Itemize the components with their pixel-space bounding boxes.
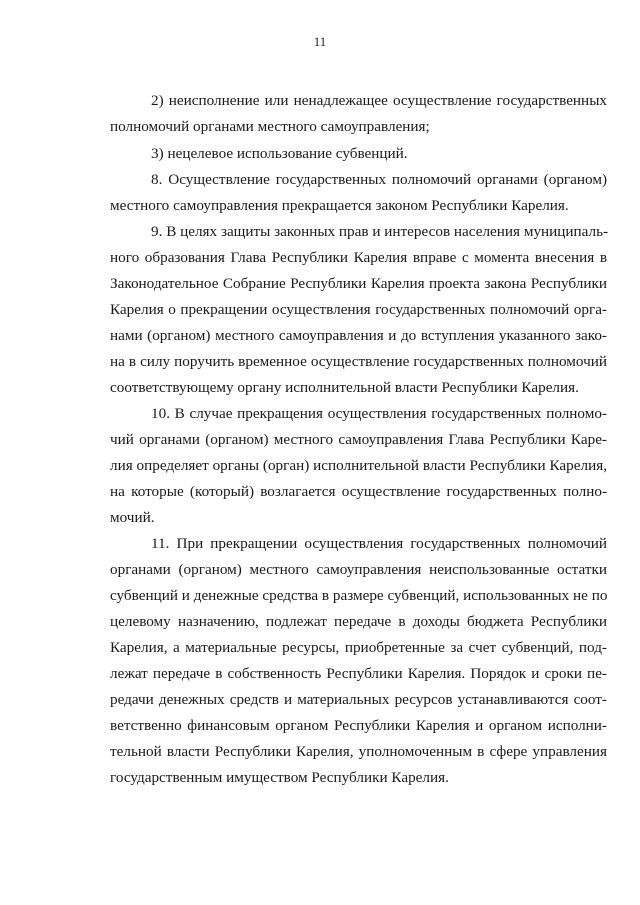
paragraph-11-line: органами (органом) местного самоуправления неиспользованные остатки — [110, 561, 607, 578]
paragraph-9-line: 9. В целях защиты законных прав и интересов населения муниципаль- — [151, 223, 609, 240]
paragraph-9-line: Законодательное Собрание Республики Карелия проекта закона Республики — [110, 275, 607, 292]
text-line: 3) нецелевое использование субвенций. — [151, 145, 408, 162]
paragraph-9-line: нами (органом) местного самоуправления и до вступления указанного зако- — [110, 327, 607, 344]
paragraph-8-line: местного самоуправления прекращается законом Республики Карелия. — [110, 197, 569, 214]
paragraph-10-line: на которые (который) возлагается осуществление государственных полно- — [110, 483, 607, 500]
paragraph-9-line: Карелия о прекращении осуществления государственных полномочий орга- — [110, 301, 607, 318]
paragraph-11-line: тельной власти Республики Карелия, уполномоченным в сфере управления — [110, 743, 607, 760]
text-line: полномочий органами местного самоуправления; — [110, 118, 430, 135]
text-line: 2) неисполнение или ненадлежащее осуществление государственных — [151, 92, 607, 109]
paragraph-9-line: соответствующему органу исполнительной власти Республики Карелия. — [110, 379, 579, 396]
paragraph-11-line: государственным имуществом Республики Карелия. — [110, 769, 449, 786]
paragraph-11-line: ветственно финансовым органом Республики Карелия и органом исполни- — [110, 717, 607, 734]
paragraph-11-line: 11. При прекращении осуществления государственных полномочий — [151, 535, 607, 552]
paragraph-11-line: лежат передаче в собственность Республики Карелия. Порядок и сроки пе- — [110, 665, 607, 682]
paragraph-8-line: 8. Осуществление государственных полномочий органами (органом) — [151, 171, 607, 188]
paragraph-9-line: ного образования Глава Республики Карелия вправе с момента внесения в — [110, 249, 607, 266]
paragraph-11-line: субвенций и денежные средства в размере субвенций, использованных не по — [110, 587, 608, 604]
paragraph-10-line: чий органами (органом) местного самоуправления Глава Республики Каре- — [110, 431, 607, 448]
paragraph-10-line: мочий. — [110, 509, 155, 526]
paragraph-11-line: редачи денежных средств и материальных ресурсов устанавливаются соот- — [110, 691, 607, 708]
page-number: 11 — [313, 34, 327, 49]
paragraph-9-line: на в силу поручить временное осуществление государственных полномочий — [110, 353, 607, 370]
paragraph-11-line: Карелия, а материальные ресурсы, приобретенные за счет субвенций, под- — [110, 639, 607, 656]
paragraph-10-line: лия определяет органы (орган) исполнительной власти Республики Карелия, — [110, 457, 607, 474]
paragraph-11-line: целевому назначению, подлежат передаче в доходы бюджета Республики — [110, 613, 607, 630]
paragraph-10-line: 10. В случае прекращения осуществления государственных полномо- — [151, 405, 607, 422]
